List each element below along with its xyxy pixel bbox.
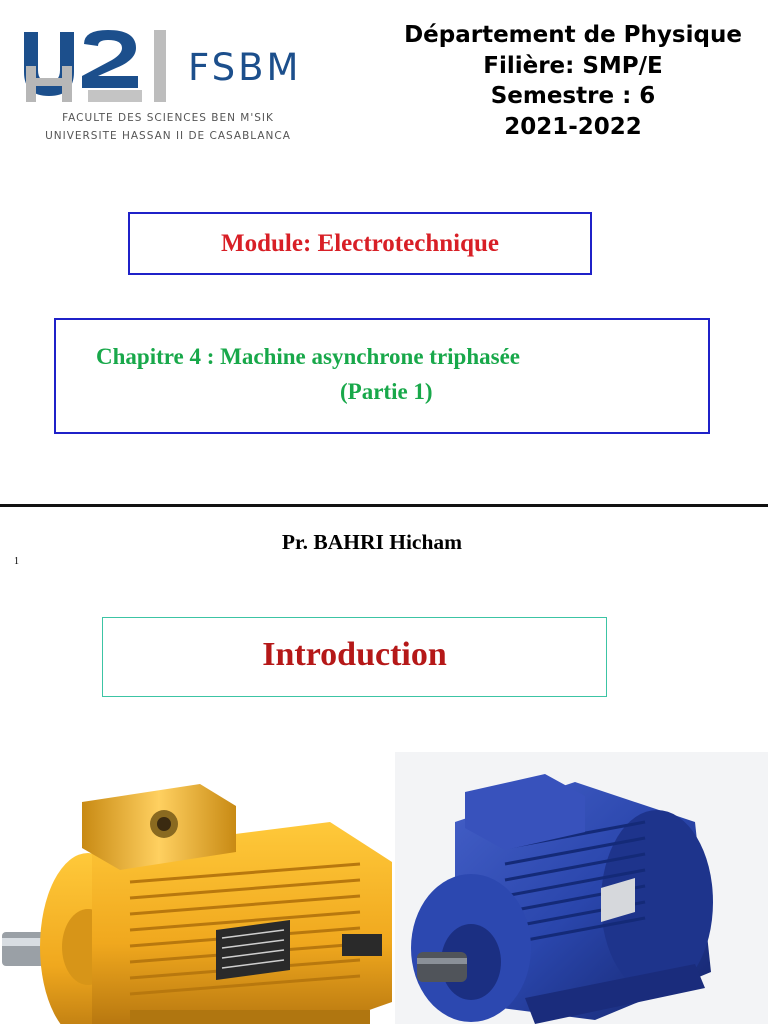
department-label: Département de Physique: [404, 22, 742, 48]
course-info: [392, 20, 754, 142]
page-number: 1: [14, 556, 19, 567]
section-title-box: [102, 617, 607, 697]
chapter-title: Chapitre 4 : Machine asynchrone triphasée: [96, 344, 520, 369]
blue-induction-motor-image: [395, 752, 768, 1024]
section-title: Introduction: [262, 636, 447, 673]
fsbm-logo: [18, 26, 318, 152]
orange-induction-motor-image: [0, 752, 395, 1024]
chapter-part: (Partie 1): [340, 379, 433, 404]
author-name: Pr. BAHRI Hicham: [281, 530, 463, 554]
fsbm-wordmark: FSBM: [188, 46, 302, 89]
chapter-box: [54, 318, 710, 434]
module-title: Module: Electrotechnique: [221, 229, 499, 257]
page-divider: [0, 504, 768, 507]
module-box: [128, 212, 592, 275]
uh2c-emblem-icon: [18, 26, 178, 106]
filiere-label: Filière: SMP/E: [483, 52, 663, 79]
semestre-label: Semestre : 6: [490, 83, 656, 109]
motor-photos: [0, 752, 768, 1024]
university-name: UNIVERSITE HASSAN II DE CASABLANCA: [45, 130, 291, 142]
faculty-name: FACULTE DES SCIENCES BEN M'SIK: [62, 112, 274, 124]
year-label: 2021-2022: [504, 113, 642, 140]
